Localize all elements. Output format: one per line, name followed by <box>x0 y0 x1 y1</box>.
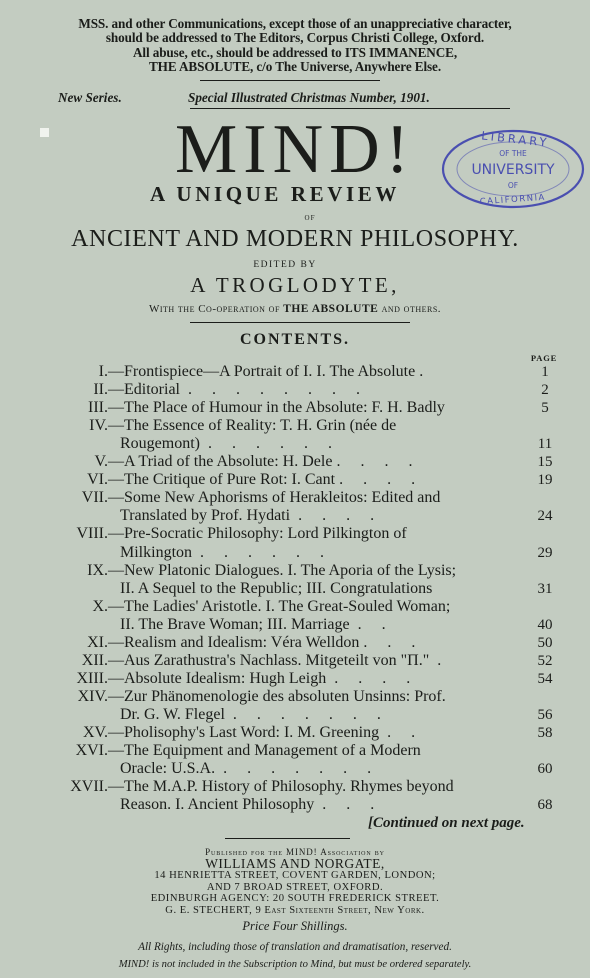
toc-number: XI. <box>87 633 108 651</box>
journal-title: MIND! <box>175 111 415 188</box>
toc-page-number: 56 <box>537 706 553 723</box>
toc-number: XIII. <box>76 669 108 687</box>
rights-notice: All Rights, including those of translation and dramatisation, reserved. <box>138 941 452 953</box>
toc-number: IX. <box>87 561 108 579</box>
notice-line: MSS. and other Communications, except those of an unappreciative character, <box>78 16 512 31</box>
page-column-heading: PAGE <box>530 353 558 363</box>
toc-number: IV. <box>89 417 108 435</box>
toc-entry-text[interactable]: Dr. G. W. Flegel . . . . . . . <box>120 705 381 723</box>
toc-number: II. <box>93 381 108 399</box>
toc-leader-dots: . . . . . . . <box>224 705 381 723</box>
published-for: Published for the MIND! Association by <box>205 847 385 857</box>
address-line: G. E. STECHERT, 9 East Sixteenth Street, New York. <box>165 904 425 916</box>
toc-leader-dots: . . . . . . . <box>215 760 372 778</box>
toc-entry-text[interactable]: —The Essence of Reality: T. H. Grin (née de <box>108 417 397 435</box>
toc-entry-text[interactable]: Rougemont) . . . . . . <box>120 435 332 453</box>
toc-entry-text[interactable]: —Pholisophy's Last Word: I. M. Greening . . <box>108 724 416 741</box>
toc-number: VIII. <box>76 525 108 543</box>
toc-number: XV. <box>82 724 108 741</box>
toc-page-number: 60 <box>537 761 553 778</box>
toc-page-number: 15 <box>537 454 553 471</box>
toc-entry-text[interactable]: —The Equipment and Management of a Modern <box>108 742 421 760</box>
toc-page-number: 29 <box>537 544 553 561</box>
toc-entry-text[interactable]: II. The Brave Woman; III. Marriage . . <box>120 615 386 633</box>
address-line: EDINBURGH AGENCY: 20 SOUTH FREDERICK STREET. <box>150 893 440 905</box>
toc-entry-text[interactable]: —Absolute Idealism: Hugh Leigh . . . . <box>108 669 411 687</box>
toc-page-number: 2 <box>541 382 549 399</box>
stamp-university-text: UNIVERSITY <box>471 162 555 178</box>
toc-page-number: 31 <box>537 580 553 597</box>
toc-leader-dots: . . . . <box>335 471 416 489</box>
toc-entry-text[interactable]: —New Platonic Dialogues. I. The Aporia of the Lysis; <box>108 561 457 579</box>
toc-number: III. <box>88 399 108 417</box>
toc-page-number: 40 <box>537 616 553 633</box>
toc-entry-text[interactable]: —Realism and Idealism: Véra Welldon . . . <box>108 633 416 651</box>
toc-entry-text[interactable]: —Some New Aphorisms of Herakleitos: Edited and <box>108 489 441 507</box>
toc-leader-dots: . <box>415 363 424 380</box>
notice-line: should be addressed to The Editors, Corpus Christi College, Oxford. <box>105 30 485 46</box>
edited-by-label: EDITED BY <box>253 260 317 270</box>
toc-page-number: 52 <box>537 652 553 669</box>
toc-entry-text[interactable]: Milkington . . . . . . <box>120 543 325 561</box>
toc-page-number: 54 <box>537 670 553 687</box>
toc-leader-dots: . . . <box>314 796 375 814</box>
toc-leader-dots: . . . . . . <box>192 543 325 561</box>
stamp-of-text: OF <box>507 181 519 190</box>
stamp-of-the-text: OF THE <box>499 149 527 158</box>
toc-leader-dots: . . <box>379 724 416 741</box>
toc-entry-text[interactable]: Translated by Prof. Hydati . . . . <box>120 507 375 525</box>
toc-leader-dots: . . . . . . <box>200 435 332 453</box>
price-label: Price Four Shillings. <box>242 919 348 933</box>
toc-page-number: 19 <box>537 472 553 489</box>
journal-subject: ANCIENT AND MODERN PHILOSOPHY. <box>71 226 519 252</box>
toc-entry-text[interactable]: —Zur Phänomenologie des absoluten Unsinns: Prof. <box>108 687 446 705</box>
journal-subtitle: A UNIQUE REVIEW <box>149 182 401 206</box>
toc-entry-text[interactable]: —The M.A.P. History of Philosophy. Rhymes beyond <box>108 778 454 796</box>
toc-leader-dots: . . . . <box>290 507 375 525</box>
toc-number: XVII. <box>70 778 108 796</box>
divider <box>190 322 410 323</box>
address-line: 14 HENRIETTA STREET, COVENT GARDEN, LONDON; <box>154 870 436 881</box>
toc-leader-dots: . . <box>349 615 386 633</box>
divider <box>200 80 380 81</box>
divider <box>225 838 350 839</box>
toc-leader-dots: . <box>429 651 442 669</box>
toc-entry-text[interactable]: —The Ladies' Aristotle. I. The Great-Souled Woman; <box>108 597 451 615</box>
publisher-name: WILLIAMS AND NORGATE, <box>205 856 385 871</box>
toc-number: XVI. <box>75 742 108 760</box>
toc-number: X. <box>92 597 108 615</box>
toc-page-number: 68 <box>537 797 553 814</box>
toc-number: XIV. <box>77 687 108 705</box>
toc-entry-text[interactable]: Reason. I. Ancient Philosophy . . . <box>120 796 375 814</box>
toc-leader-dots: . . . . <box>326 669 411 687</box>
cooperation-line <box>60 303 530 315</box>
of-label: OF <box>304 214 316 222</box>
cooperation-prefix: With the Co-operation of <box>148 303 280 315</box>
toc-entry-text[interactable]: —Frontispiece—A Portrait of I. I. The Absolute . <box>108 363 424 380</box>
toc-entry-text[interactable]: —The Place of Humour in the Absolute: F. H. Badly <box>108 399 445 417</box>
toc-entry-text[interactable]: —Pre-Socratic Philosophy: Lord Pilkington of <box>108 525 407 543</box>
cooperation-name: THE ABSOLUTE <box>283 303 379 315</box>
subscription-notice: MIND! is not included in the Subscription to Mind, but must be ordered separately. <box>118 959 472 970</box>
toc-page-number: 11 <box>537 436 553 453</box>
submission-notice <box>8 17 582 75</box>
toc-leader-dots: . . . . . . . . <box>179 381 360 399</box>
toc-number: V. <box>94 453 108 471</box>
toc-number: I. <box>98 363 108 380</box>
notice-line: THE ABSOLUTE, c/o The Universe, Anywhere Else. <box>148 59 442 75</box>
editor-name: A TROGLODYTE, <box>190 273 400 297</box>
toc-page-number: 58 <box>537 725 553 741</box>
publisher-addresses <box>60 870 530 916</box>
series-label: New Series. <box>58 90 122 105</box>
toc-page-number: 24 <box>537 508 553 525</box>
notice-line: All abuse, etc., should be addressed to ITS IMMANENCE, <box>132 44 458 60</box>
toc-page-number: 1 <box>541 364 549 380</box>
library-stamp <box>440 128 586 210</box>
paper-blemish <box>40 128 49 137</box>
continued-note: [Continued on next page. <box>368 815 525 831</box>
toc-entry-text[interactable]: —Editorial . . . . . . . . <box>108 381 360 399</box>
toc-page-number: 5 <box>541 400 549 417</box>
issue-label: Special Illustrated Christmas Number, 1901. <box>188 90 430 105</box>
toc-number: VI. <box>87 471 108 489</box>
stamp-california-text: CALIFORNIA <box>479 192 547 208</box>
toc-number: VII. <box>81 489 108 507</box>
contents-heading: CONTENTS. <box>239 331 351 348</box>
toc-number: XII. <box>81 651 108 669</box>
divider <box>190 108 510 109</box>
stamp-library-text: LIBRARY <box>480 128 551 150</box>
toc-entry-text[interactable]: —The Critique of Pure Rot: I. Cant . . . . <box>108 471 416 489</box>
toc-page-number: 50 <box>537 634 553 651</box>
toc-leader-dots: . . . . <box>332 453 413 471</box>
toc-entry-text[interactable]: —Aus Zarathustra's Nachlass. Mitgeteilt von "Π." . <box>108 651 442 669</box>
toc-entry-text[interactable]: Oracle: U.S.A. . . . . . . . <box>120 760 372 778</box>
toc-entry-text[interactable]: —A Triad of the Absolute: H. Dele . . . . <box>108 453 413 471</box>
cooperation-suffix: and others. <box>381 303 442 315</box>
toc-leader-dots: . . . <box>359 633 416 651</box>
toc-entry-text[interactable]: II. A Sequel to the Republic; III. Congratulations <box>120 579 433 597</box>
address-line: AND 7 BROAD STREET, OXFORD. <box>206 881 384 893</box>
